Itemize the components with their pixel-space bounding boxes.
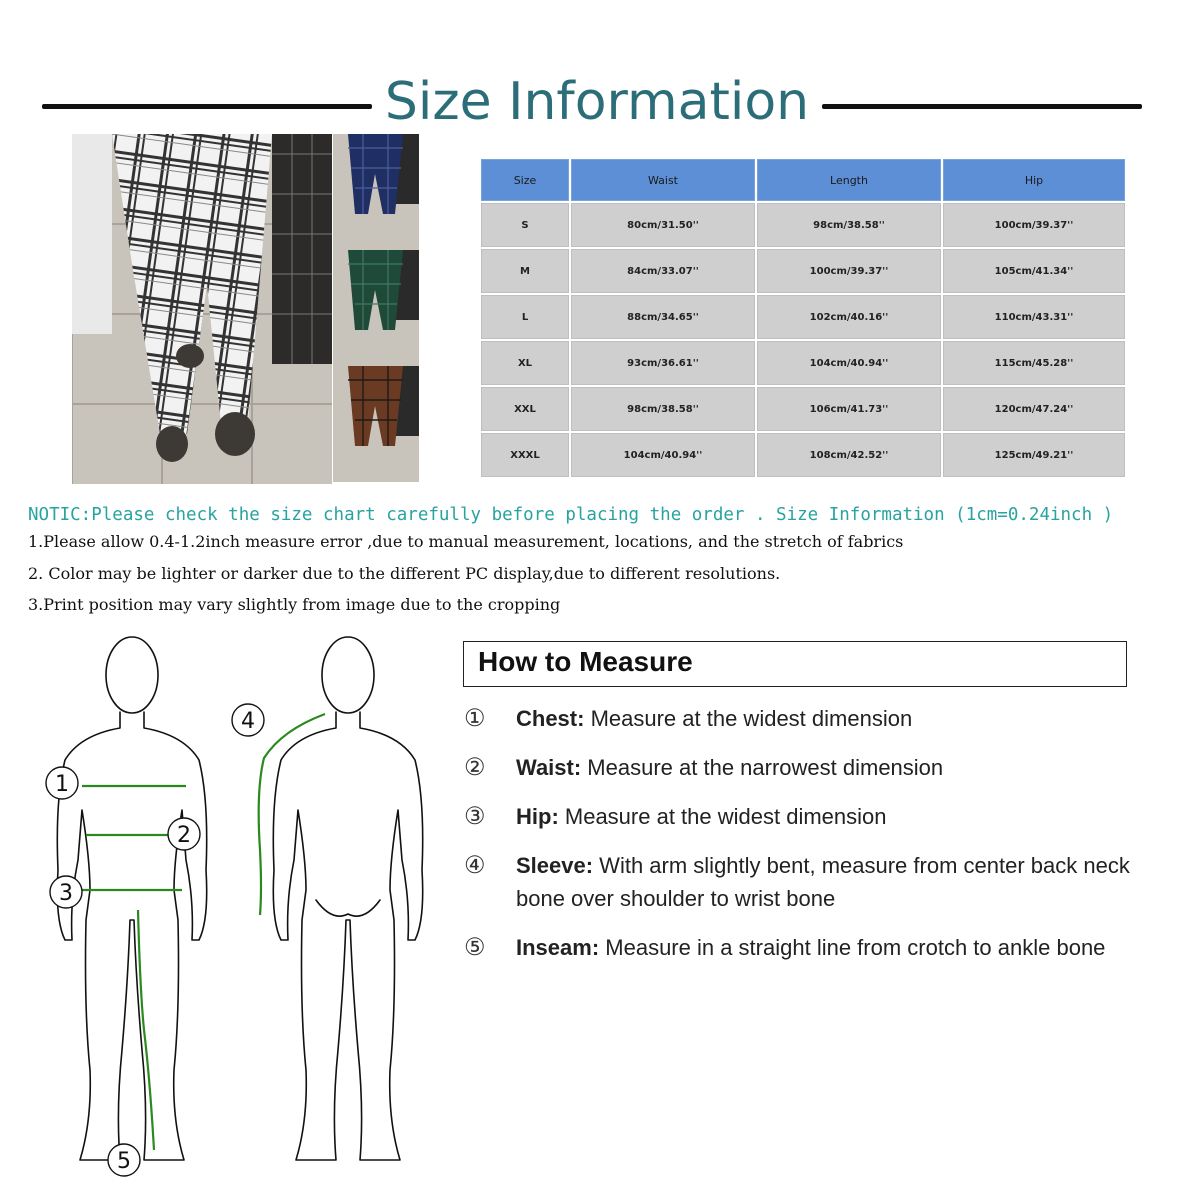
cell-hip: 120cm/47.24'' [943,387,1125,431]
measure-label: Inseam: [516,935,600,960]
size-table-header [481,159,1125,201]
table-row [481,387,1125,431]
circled-number: ① [464,705,486,732]
header-waist: Waist [571,159,755,201]
color-variant-navy [333,134,419,250]
front-figure-head [106,637,158,713]
cell-waist: 88cm/34.65'' [571,295,755,339]
marker-3-label: 3 [59,881,73,906]
marker-2-label: 2 [177,823,191,848]
body-measurement-figure [20,630,450,1190]
cell-waist: 104cm/40.94'' [571,433,755,477]
color-variant-brown [333,366,419,482]
measure-description: Measure at the widest dimension [584,706,913,731]
cell-size: XXL [481,387,569,431]
marker-4-label: 4 [241,709,255,734]
circled-number: ② [464,754,486,781]
note-2: 2. Color may be lighter or darker due to the different PC display,due to different resolutions. [28,564,781,583]
sleeve-line [259,714,325,915]
cell-hip: 125cm/49.21'' [943,433,1125,477]
measure-description: Measure at the widest dimension [558,804,887,829]
front-figure-body [57,712,206,1160]
measure-description: Measure at the narrowest dimension [581,755,944,780]
header-length: Length [757,159,941,201]
how-to-measure-title: How to Measure [478,646,693,677]
cell-waist: 98cm/38.58'' [571,387,755,431]
back-figure-seat [316,900,380,916]
header-size: Size [481,159,569,201]
cell-length: 100cm/39.37'' [757,249,941,293]
cell-waist: 80cm/31.50'' [571,203,755,247]
back-figure-body [273,712,422,1160]
color-variant-green [333,250,419,366]
plaid-pants-photo [72,134,332,484]
measure-label: Hip: [516,804,559,829]
table-row [481,341,1125,385]
table-row [481,295,1125,339]
measure-description: With arm slightly bent, measure from center back neck bone over shoulder to wrist bone [516,853,1130,911]
size-table [479,157,1127,479]
cell-length: 104cm/40.94'' [757,341,941,385]
how-to-measure-box [463,641,1127,687]
cell-size: XL [481,341,569,385]
cell-hip: 105cm/41.34'' [943,249,1125,293]
brown-plaid-thumb [333,366,419,482]
page-title: Size Information [384,72,810,132]
green-plaid-thumb [333,250,419,366]
note-3: 3.Print position may vary slightly from image due to the cropping [28,595,561,614]
circled-number: ⑤ [464,934,486,961]
cell-hip: 100cm/39.37'' [943,203,1125,247]
cell-waist: 93cm/36.61'' [571,341,755,385]
cell-length: 98cm/38.58'' [757,203,941,247]
table-row [481,433,1125,477]
measure-label: Sleeve: [516,853,594,878]
product-photo-main [72,134,332,484]
cell-size: L [481,295,569,339]
marker-1-label: 1 [55,772,69,797]
notice-text: NOTIC:Please check the size chart carefully before placing the order . Size Information (1cm=0.24inch ) [28,505,1114,525]
measure-description: Measure in a straight line from crotch to ankle bone [599,935,1106,960]
table-row [481,203,1125,247]
measure-label: Waist: [516,755,582,780]
circled-number: ③ [464,803,486,830]
cell-size: S [481,203,569,247]
header-hip: Hip [943,159,1125,201]
cell-size: M [481,249,569,293]
measure-label: Chest: [516,706,585,731]
marker-5-label: 5 [117,1149,131,1174]
note-1: 1.Please allow 0.4-1.2inch measure error ,due to manual measurement, locations, and the stretch of fabrics [28,532,904,551]
table-row [481,249,1125,293]
circled-number: ④ [464,852,486,879]
cell-size: XXXL [481,433,569,477]
cell-hip: 115cm/45.28'' [943,341,1125,385]
cell-length: 102cm/40.16'' [757,295,941,339]
back-figure-head [322,637,374,713]
title-rule-right [822,104,1142,109]
title-rule-left [42,104,372,109]
cell-hip: 110cm/43.31'' [943,295,1125,339]
navy-plaid-thumb [333,134,419,250]
cell-length: 106cm/41.73'' [757,387,941,431]
cell-length: 108cm/42.52'' [757,433,941,477]
cell-waist: 84cm/33.07'' [571,249,755,293]
